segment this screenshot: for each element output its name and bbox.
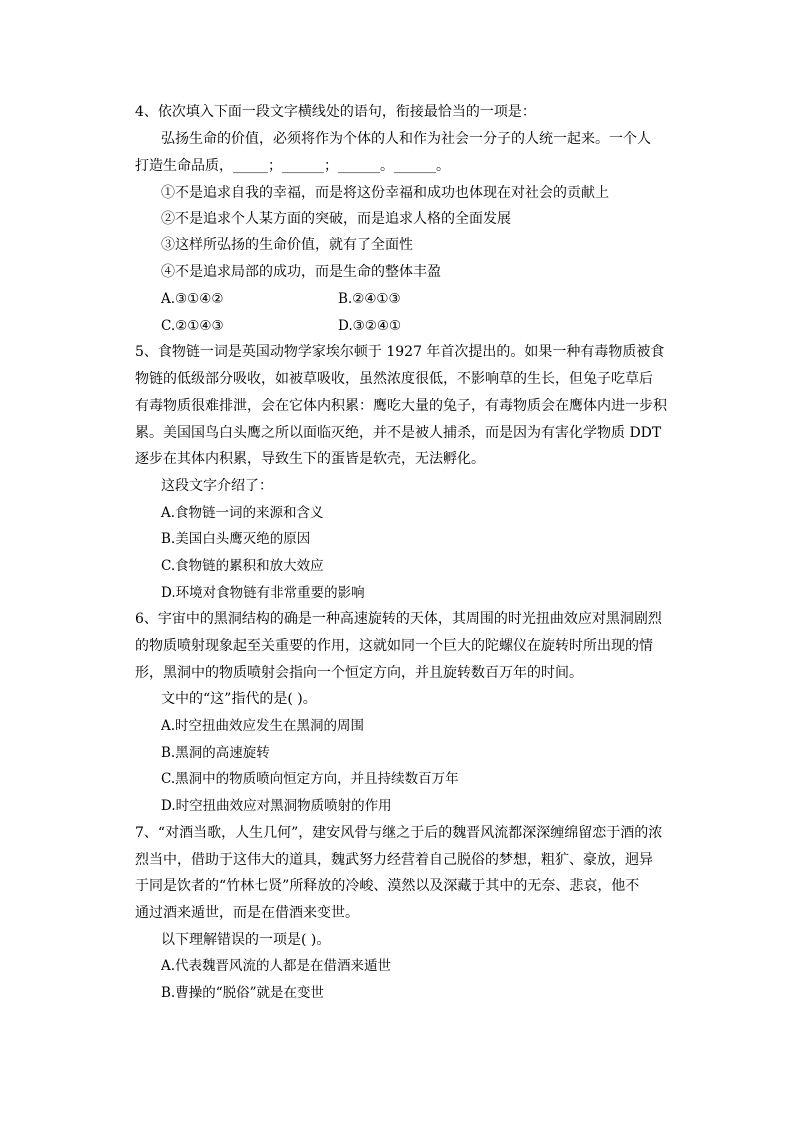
q4-stem: 4、依次填入下面一段文字横线处的语句，衔接最恰当的一项是：	[135, 104, 536, 120]
q7-para-line-3: 于同是饮者的“竹林七贤”所释放的冷峻、漠然以及深藏于其中的无奈、悲哀，他不	[135, 878, 640, 894]
q6-option-a: A.时空扭曲效应发生在黑洞的周围	[161, 718, 365, 734]
q4-option-c: C.②①④③	[161, 318, 224, 334]
q5-option-b: B.美国白头鹰灭绝的原因	[161, 531, 311, 547]
q4-option-a: A.③①④②	[161, 291, 224, 307]
q4-sentence-1: ①不是追求自我的幸福，而是将这份幸福和成功也体现在对社会的贡献上	[161, 185, 609, 201]
q4-sentence-3: ③这样所弘扬的生命价值，就有了全面性	[161, 237, 413, 253]
q4-option-d: D.③②④①	[338, 318, 402, 334]
q4-option-b: B.②④①③	[338, 291, 401, 307]
q6-para-line-2: 的物质喷射现象起至关重要的作用，这就如同一个巨大的陀螺仪在旋转时所出现的情	[135, 638, 653, 654]
q7-para-line-2: 烈当中，借助于这伟大的道具，魏武努力经营着自己脱俗的梦想，粗犷、豪放，迥异	[135, 852, 653, 868]
q6-option-c: C.黑洞中的物质喷向恒定方向，并且持续数百万年	[161, 771, 459, 787]
q5-para-line-3: 有毒物质很难排泄，会在它体内积累：鹰吃大量的兔子，有毒物质会在鹰体内进一步积	[135, 398, 667, 414]
q5-para-line-5: 逐步在其体内积累，导致生下的蛋皆是软壳，无法孵化。	[135, 451, 485, 467]
q4-sentence-2: ②不是追求个人某方面的突破，而是追求人格的全面发展	[161, 211, 511, 227]
q4-sentence-4: ④不是追求局部的成功，而是生命的整体丰盈	[161, 264, 441, 280]
q4-passage-line-1: 弘扬生命的价值，必须将作为个体的人和作为社会一分子的人统一起来。一个人	[161, 131, 651, 147]
q5-option-c: C.食物链的累积和放大效应	[161, 558, 324, 574]
q7-question: 以下理解错误的一项是( )。	[161, 932, 331, 948]
q6-option-b: B.黑洞的高速旋转	[161, 745, 270, 761]
q7-para-line-4: 通过酒来遁世，而是在借酒来变世。	[135, 905, 359, 921]
q6-question: 文中的“这”指代的是( )。	[161, 691, 317, 707]
q6-option-d: D.时空扭曲效应对黑洞物质喷射的作用	[161, 798, 392, 814]
q5-para-line-2: 物链的低级部分吸收，如被草吸收，虽然浓度很低，不影响草的生长，但兔子吃草后	[135, 371, 653, 387]
q5-option-a: A.食物链一词的来源和含义	[161, 505, 324, 521]
q6-para-line-3: 形，黑洞中的物质喷射会指向一个恒定方向，并且旋转数百万年的时间。	[135, 665, 583, 681]
q5-para-line-4: 累。美国国鸟白头鹰之所以面临灭绝，并不是被人捕杀，而是因为有害化学物质 DDT	[135, 425, 662, 441]
q7-para-line-1: 7、“对酒当歌，人生几何”，建安风骨与继之于后的魏晋风流都深深缠绵留恋于酒的浓	[135, 825, 663, 841]
q5-option-d: D.环境对食物链有非常重要的影响	[161, 585, 365, 601]
q7-option-a: A.代表魏晋风流的人都是在借酒来遁世	[161, 958, 392, 974]
q6-para-line-1: 6、宇宙中的黑洞结构的确是一种高速旋转的天体，其周围的时光扭曲效应对黑洞剧烈	[135, 611, 662, 627]
q5-question: 这段文字介绍了：	[161, 478, 273, 494]
q5-para-line-1: 5、食物链一词是英国动物学家埃尔顿于 1927 年首次提出的。如果一种有毒物质被食	[135, 344, 665, 360]
q4-passage-line-2: 打造生命品质，_____；______；______。______。	[135, 158, 450, 174]
q7-option-b: B.曹操的“脱俗”就是在变世	[161, 985, 325, 1001]
